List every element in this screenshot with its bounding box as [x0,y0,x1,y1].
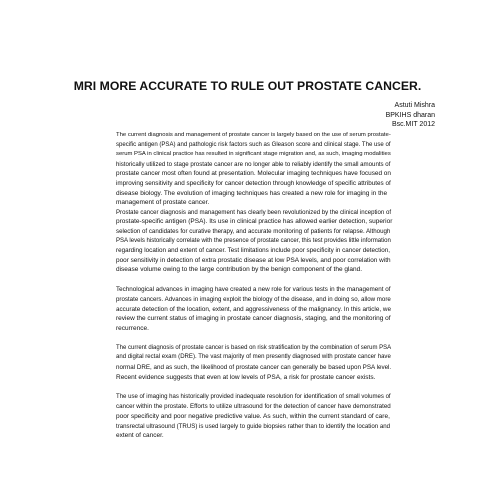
paragraph-line: accurate detection of the location, extent, and aggressiveness of the malignancy. In this article, we [116,305,391,313]
paragraph-line: prostate-specific antigen (PSA). Its use in clinical practice has allowed earlier detection, superior [116,218,393,226]
paragraph-line: prostate cancer most often found at presentation. Molecular imaging techniques have focused on [116,170,391,178]
body-paragraph [116,344,394,382]
paragraph-line: review the current status of imaging in prostate cancer diagnosis, staging, and the monitoring of [116,315,391,323]
paragraph-line: The use of imaging has historically provided inadequate resolution for identification of small volumes of [116,393,391,400]
paragraph-line: PSA levels historically correlate with the presence of prostate cancer, this test provides little information [116,237,391,244]
paragraph-line: Technological advances in imaging have created a new role for various tests in the management of [116,286,391,294]
body-paragraph [116,393,394,441]
paragraph-line: selection of candidates for curative therapy, and accurate monitoring of patients for relapse. Although [116,227,391,235]
document-body [116,131,394,451]
paragraph-line: Prostate cancer diagnosis and management has clearly been revolutionized by the clinical inception of [116,208,392,216]
paragraph-line: normal DRE, and as such, the likelihood of prostate cancer can generally be based upon PSA level. [116,364,392,372]
paragraph-line: Recent evidence suggests that even at low levels of PSA, a risk for prostate cancer exists. [116,373,376,381]
author-program: Bsc.MIT 2012 [391,121,435,128]
paragraph-line: historically utilized to stage prostate cancer are no longer able to reliably identify the small amounts of [116,160,391,168]
author-name: Astuti Mishra [394,102,435,109]
paragraph-line: The current diagnosis and management of prostate cancer is largely based on the use of serum prostate- [116,132,391,138]
document-title: MRI MORE ACCURATE TO RULE OUT PROSTATE CANCER. [73,79,422,93]
paragraph-line: recurrence. [116,324,149,332]
body-paragraph [116,285,394,333]
paragraph-line: cancer within the prostate. Efforts to utilize ultrasound for the detection of cancer have demonstrated [116,403,391,411]
paragraph-line: poor sensitivity in detection of extra prostatic disease at low PSA levels, and poor correlation with [116,256,391,264]
paragraph-line: and digital rectal exam (DRE). The vast majority of men presently diagnosed with prostate cancer have [116,354,391,361]
paragraph-line: serum PSA in clinical practice has resulted in significant stage migration and, as such, imaging modalities [116,151,391,158]
paragraph-line: management of prostate cancer. [116,199,210,207]
paragraph-line: transrectal ultrasound (TRUS) is used largely to guide biopsies rather than to identify the location and [116,422,391,430]
paragraph-line: specific antigen (PSA) and pathologic risk factors such as Gleason score and clinical stage. The use of [116,141,391,148]
body-paragraph [116,131,394,275]
paragraph-line: regarding location and extent of cancer. Test limitations include poor specificity in cancer detection, [116,247,390,255]
paragraph-line: poor specificity and poor negative predictive value. As such, within the current standard of care, [116,412,390,420]
author-block [386,101,435,130]
paragraph-line: extent of cancer. [116,432,164,440]
paragraph-line: improving sensitivity and specificity for cancer detection through knowledge of specific attributes of [116,179,391,187]
paragraph-line: disease volume owing to the large contribution by the benign component of the gland. [116,266,363,274]
paragraph-line: The current diagnosis of prostate cancer is based on risk stratification by the combination of serum PSA [116,344,392,351]
author-institution: BPKIHS dharan [385,111,435,119]
paragraph-line: disease biology. The evolution of imaging techniques has created a new role for imaging in the [116,189,388,197]
paragraph-line: prostate cancers. Advances in imaging exploit the biology of the disease, and in doing so, allow more [116,296,391,303]
